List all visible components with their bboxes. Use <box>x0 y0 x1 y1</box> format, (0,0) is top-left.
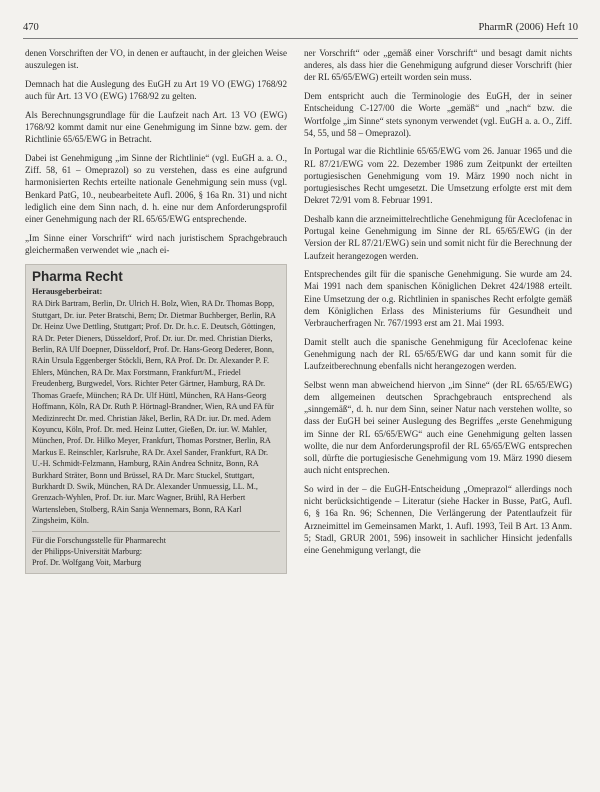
left-column <box>25 47 287 574</box>
editorial-board-box <box>25 264 287 574</box>
running-title: PharmR (2006) Heft 10 <box>478 22 578 33</box>
page-number: 470 <box>23 22 39 33</box>
footer-line: der Philipps-Universität Marburg: <box>32 546 143 556</box>
footer-line: Prof. Dr. Wolfgang Voit, Marburg <box>32 557 142 567</box>
paragraph: Als Berechnungsgrundlage für die Laufzeit nach Art. 13 VO (EWG) 1768/92 kommt damit nur eine Genehmigung im Sinne bzw. gem. der Richtlinie 65/65/EWG in Betracht. <box>25 109 287 145</box>
paragraph: Selbst wenn man abweichend hiervon „im Sinne“ (der RL 65/65/EWG) dem allgemeinen deutschen Sprachgebrauch entsprechend als „sinngemäß“, d. h. nur dem Sinn, seiner Natur nach verstehen wollte, so dass der EuGH bei seiner Auslegung des Begriffes „erste Genehmigung im Sinne der RL 65/65/EWG“ auch eine Genehmigung gelten lassen wollte, die nur dem Anforderungsprofil der RL 65/65/EWG entsprechen soll, dürfte die portugiesische Genehmigung vom 19. März 1990 diesem auch nicht entsprechen. <box>304 379 572 476</box>
footer-line: Für die Forschungsstelle für Pharmarecht <box>32 535 166 545</box>
paragraph: In Portugal war die Richtlinie 65/65/EWG vom 26. Januar 1965 und die RL 87/21/EWG vom 22. Dezember 1986 zum Zeitpunkt der erteilten portugiesischen Genehmigung vom 19. März 1990 noch nicht in portugiesisches Recht umgesetzt. Die Umsetzung erfolgte erst mit dem Dekret 72/91 vom 8. Februar 1991. <box>304 146 572 206</box>
paragraph: Damit stellt auch die spanische Genehmigung für Aceclofenac keine Genehmigung nach der RL 65/65/EWG dar und kann somit für die Laufzeitberechnung ebenfalls nicht herangezogen werden. <box>304 336 572 372</box>
box-footer <box>32 531 280 568</box>
box-title: Pharma Recht <box>32 269 123 285</box>
page-header <box>23 20 578 39</box>
paragraph: Entsprechendes gilt für die spanische Genehmigung. Sie wurde am 24. Mai 1991 nach dem spanischen Königlichen Dekret 424/1988 erteilt. Eine Umsetzung der o.g. Richtlinien in spanisches Recht erfolgte gemäß dem Königlichen Erlass des Ministeriums für Gesundheit und Verbraucherfragen Nr. 767/1993 erst am 21. Mai 1993. <box>304 269 572 329</box>
paragraph: Demnach hat die Auslegung des EuGH zu Art 19 VO (EWG) 1768/92 auch für Art. 13 VO (EWG) 1768/92 zu gelten. <box>25 78 287 102</box>
paragraph: So wird in der – die EuGH-Entscheidung „Omeprazol“ allerdings noch nicht berücksichtigende – Literatur (siehe Hacker in Busse, PatG, Aufl. 6, § 16a Rn. 96; Schennen, Die Verlängerung der Patentlaufzeit für Arzneimittel im Gemeinsamen Markt, 1. Aufl. 1993, Teil B Art. 13 Anm. 5; Stadl, GRUR 2001, 596) insoweit in sachlicher Hinsicht jedenfalls eine Genehmigung verlangt, die <box>304 484 572 556</box>
paragraph: „Im Sinne einer Vorschrift“ wird nach juristischem Sprachgebrauch gleichermaßen verwendet wie „nach ei- <box>25 232 287 255</box>
box-subtitle: Herausgeberbeirat: <box>32 287 103 297</box>
paragraph: Deshalb kann die arzneimittelrechtliche Genehmigung für Aceclofenac in Portugal keine Genehmigung im Sinne der RL 65/65/EWG (in der Version der RL 87/21/EWG) sein und somit nicht für die Berechnung der Laufzeit herangezogen werden. <box>304 213 572 261</box>
paragraph: Dem entspricht auch die Terminologie des EuGH, der in seiner Entscheidung C-127/00 die Worte „gemäß“ und „nach“ bzw. die Wortfolge „im Sinne“ stets synonym verwendet (vgl. EuGH a. a. O., Ziff. 54, 55, und 58 – Omeprazol). <box>304 91 572 138</box>
board-member-list: RA Dirk Bartram, Berlin, Dr. Ulrich H. Bolz, Wien, RA Dr. Thomas Bopp, Stuttgart, Dr. iur. Peter Bratschi, Bern; Dr. Dietmar Buchberger, Berlin, RA Dr. Heinz Uwe Dettling, Stuttgart; Prof. Dr. Dr. h.c. E. Deutsch, Göttingen, RA Dr. Peter Dieners, Düsseldorf, Prof. Dr. iur. Dr. med. Christian Dierks, Berlin, RA Ulf Doepner, Düsseldorf, Prof. Dr. Hans-Georg Dederer, Bonn, RAin Ursula Eggenberger Stöckli, Bern, RA Prof. Dr. Dr. Alexander P. F. Ehlers, München, RA Dr. Max Forstmann, Frankfurt/M., Friedel Freudenberg, Burgwedel, Vors. Richter Peter Gärtner, Hamburg, RA Dr. Thomas Graefe, München; RA Dr. Ulf Hüttl, München, RA Hans-Georg Hoffmann, Köln, RA Dr. Ruth P. Hörtnagl-Brandner, Wien, RA und FA für Medizinrecht Dr. med. Christian Jäkel, Berlin, RA Dr. iur. Dr. med. Adem Koyuncu, Köln, Prof. Dr. med. Heinz Lutter, Gießen, Dr. iur. W. Mahler, München, Prof. Dr. Hilko Meyer, Frankfurt, Thomas Porstner, Berlin, RA Markus E. Reinschler, Karlsruhe, RA Dr. Axel Sander, Frankfurt, RA Dr. U.-H. Schmidt-Felzmann, Hamburg, RAin Andrea Schnitz, Bonn, RA Burkhard Sträter, Bonn und Brüssel, RA Dr. Marc Stuckel, Stuttgart, Burkhardt D. Swik, München, RA Dr. Alexander Unmuessig, LL. M., Grenzach-Wyhlen, Prof. Dr. iur. Marc Wagner, Brühl, RA Herbert Wartensleben, Stolberg, RAin Sanja Wennemars, Bonn, RA Karl Zingsheim, Köln. <box>32 299 276 526</box>
paragraph: denen Vorschriften der VO, in denen er auftaucht, in der gleichen Weise auszulegen ist. <box>25 48 287 71</box>
paragraph: ner Vorschrift“ oder „gemäß einer Vorschrift“ und besagt damit nichts anderes, als dass hier die Genehmigung aufgrund dieser Vorschrift (hier der RL 65/65/EWG) erteilt worden sein muss. <box>304 48 572 83</box>
right-column <box>304 47 572 563</box>
paragraph: Dabei ist Genehmigung „im Sinne der Richtlinie“ (vgl. EuGH a. a. O., Ziff. 58, 61 – Omeprazol) so zu verstehen, dass es eine aufgrund harmonisierten Rechts erteilte nationale Genehmigung sein muss (vgl. Benkard PatG, 10., neubearbeitete Aufl. 2006, § 16a Rn. 31) und nicht lediglich eine dem Sinn nach, d. h. eine nur dem Anforderungsprofil einer Genehmigung nach der RL 65/65/EWG entsprechende. <box>25 152 287 224</box>
